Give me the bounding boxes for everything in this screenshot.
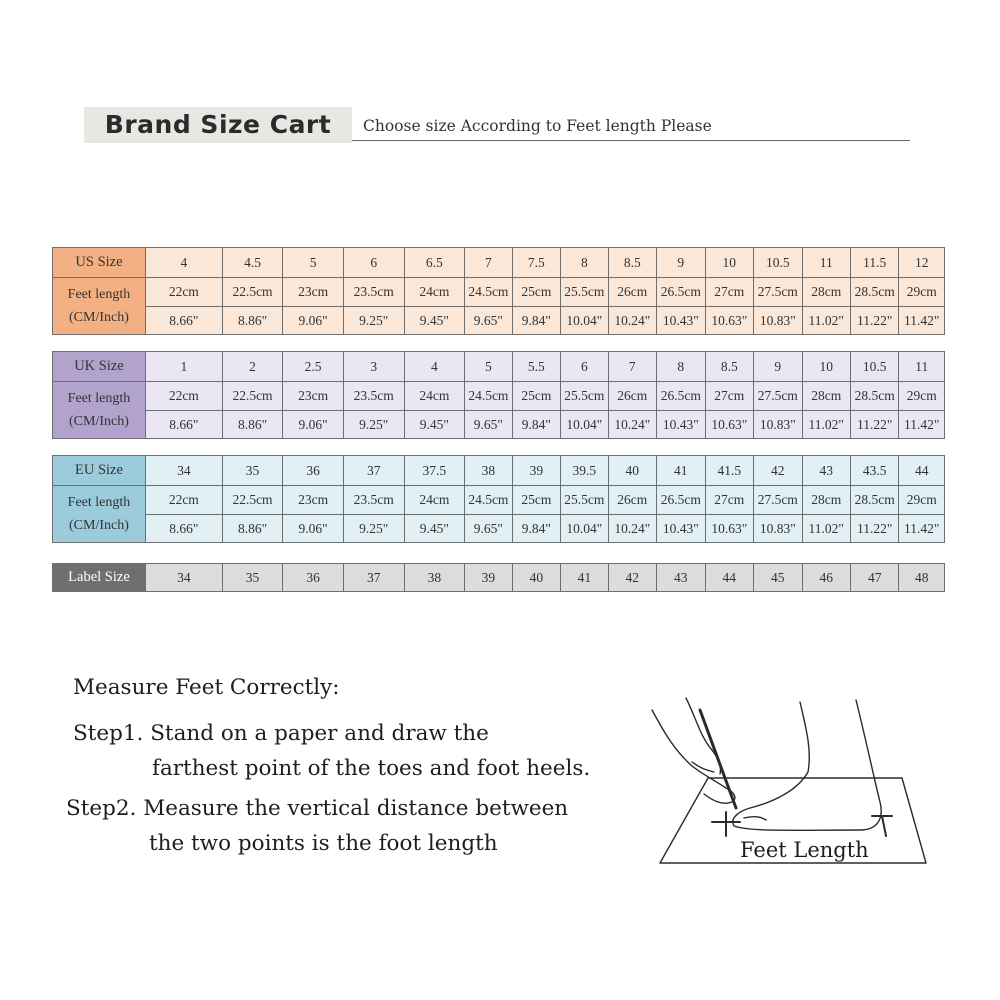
eu-sizes-cell: 39	[512, 456, 560, 486]
uk-inch-cell: 11.02"	[802, 411, 850, 439]
header	[84, 105, 910, 145]
uk-inch-row	[53, 411, 945, 439]
eu-size-label: EU Size	[53, 456, 146, 486]
us-cm-cell: 23cm	[283, 278, 344, 307]
step2-line2: the two points is the foot length	[149, 831, 498, 856]
uk-sizes-cell: 11	[899, 352, 945, 382]
us-sizes-cell: 5	[283, 248, 344, 278]
eu-cm-cell: 24.5cm	[465, 486, 512, 515]
eu-cm-cell: 27cm	[705, 486, 753, 515]
us-inch-cell: 9.45"	[404, 307, 465, 335]
uk-feet-length-label	[53, 382, 146, 439]
label-size-table	[52, 563, 945, 592]
cm-inch-text: (CM/Inch)	[69, 310, 129, 325]
us-cm-cell: 25cm	[512, 278, 560, 307]
eu-inch-row	[53, 515, 945, 543]
uk-cm-cell: 27cm	[705, 382, 753, 411]
us-inch-cell: 9.84"	[512, 307, 560, 335]
uk-sizes-cell: 9	[754, 352, 802, 382]
uk-cm-cell: 25.5cm	[561, 382, 608, 411]
uk-inch-cell: 9.84"	[512, 411, 560, 439]
uk-sizes-cell: 3	[343, 352, 404, 382]
eu-sizes-cell: 43.5	[850, 456, 898, 486]
uk-size-row	[53, 352, 945, 382]
uk-cm-cell: 26.5cm	[657, 382, 705, 411]
feet-length-text: Feet length	[67, 287, 131, 302]
eu-sizes-cell: 44	[899, 456, 945, 486]
label-sizes-cell: 34	[145, 564, 222, 592]
eu-inch-cell: 9.06"	[283, 515, 344, 543]
foot-outline	[733, 700, 881, 830]
eu-inch-cell: 8.86"	[222, 515, 283, 543]
eu-inch-cell: 10.04"	[561, 515, 608, 543]
uk-inch-cell: 9.65"	[465, 411, 512, 439]
us-inch-cell: 10.43"	[657, 307, 705, 335]
uk-cm-cell: 23.5cm	[343, 382, 404, 411]
eu-sizes-cell: 40	[608, 456, 656, 486]
us-inch-cell: 8.66"	[145, 307, 222, 335]
us-inch-cell: 10.63"	[705, 307, 753, 335]
uk-cm-cell: 23cm	[283, 382, 344, 411]
uk-inch-cell: 9.45"	[404, 411, 465, 439]
label-size-row	[53, 564, 945, 592]
us-inch-cell: 11.42"	[899, 307, 945, 335]
uk-size-table	[52, 351, 945, 439]
label-sizes-cell: 42	[608, 564, 656, 592]
uk-inch-cell: 10.83"	[754, 411, 802, 439]
uk-sizes-cell: 4	[404, 352, 465, 382]
eu-sizes-cell: 41	[657, 456, 705, 486]
us-inch-cell: 8.86"	[222, 307, 283, 335]
uk-sizes-cell: 8	[657, 352, 705, 382]
uk-sizes-cell: 7	[608, 352, 656, 382]
step2-line1: Step2. Measure the vertical distance between	[66, 796, 569, 821]
eu-size-row	[53, 456, 945, 486]
eu-sizes-cell: 38	[465, 456, 512, 486]
uk-inch-cell: 9.25"	[343, 411, 404, 439]
eu-cm-cell: 23.5cm	[343, 486, 404, 515]
eu-cm-cell: 26.5cm	[657, 486, 705, 515]
uk-sizes-cell: 2	[222, 352, 283, 382]
us-sizes-cell: 6.5	[404, 248, 465, 278]
uk-sizes-cell: 8.5	[705, 352, 753, 382]
uk-sizes-cell: 6	[561, 352, 608, 382]
pencil-shape	[700, 710, 736, 808]
uk-inch-cell: 8.86"	[222, 411, 283, 439]
uk-inch-cell: 10.43"	[657, 411, 705, 439]
eu-cm-cell: 27.5cm	[754, 486, 802, 515]
us-size-label: US Size	[53, 248, 146, 278]
label-size-label: Label Size	[53, 564, 146, 592]
eu-cm-cell: 22cm	[145, 486, 222, 515]
label-sizes-cell: 46	[802, 564, 850, 592]
eu-cm-row	[53, 486, 945, 515]
uk-sizes-cell: 5.5	[512, 352, 560, 382]
uk-inch-cell: 8.66"	[145, 411, 222, 439]
us-cm-cell: 22cm	[145, 278, 222, 307]
us-inch-cell: 10.24"	[608, 307, 656, 335]
us-sizes-cell: 11	[802, 248, 850, 278]
uk-inch-cell: 10.24"	[608, 411, 656, 439]
eu-cm-cell: 26cm	[608, 486, 656, 515]
label-sizes-cell: 35	[222, 564, 283, 592]
step1-line2: farthest point of the toes and foot heels.	[152, 756, 591, 781]
label-sizes-cell: 36	[283, 564, 344, 592]
eu-inch-cell: 11.22"	[850, 515, 898, 543]
us-inch-cell: 9.06"	[283, 307, 344, 335]
label-sizes-cell: 45	[754, 564, 802, 592]
uk-inch-cell: 11.42"	[899, 411, 945, 439]
us-cm-cell: 22.5cm	[222, 278, 283, 307]
uk-inch-cell: 11.22"	[850, 411, 898, 439]
uk-cm-cell: 24.5cm	[465, 382, 512, 411]
us-inch-cell: 9.25"	[343, 307, 404, 335]
us-inch-cell: 10.83"	[754, 307, 802, 335]
us-sizes-cell: 6	[343, 248, 404, 278]
us-sizes-cell: 4	[145, 248, 222, 278]
eu-inch-cell: 10.63"	[705, 515, 753, 543]
us-sizes-cell: 10.5	[754, 248, 802, 278]
eu-sizes-cell: 34	[145, 456, 222, 486]
uk-sizes-cell: 2.5	[283, 352, 344, 382]
eu-inch-cell: 9.45"	[404, 515, 465, 543]
us-cm-cell: 27.5cm	[754, 278, 802, 307]
eu-size-table	[52, 455, 945, 543]
uk-cm-cell: 22cm	[145, 382, 222, 411]
eu-sizes-cell: 42	[754, 456, 802, 486]
eu-inch-cell: 9.84"	[512, 515, 560, 543]
eu-inch-cell: 11.02"	[802, 515, 850, 543]
eu-cm-cell: 29cm	[899, 486, 945, 515]
eu-inch-cell: 10.24"	[608, 515, 656, 543]
eu-inch-cell: 9.25"	[343, 515, 404, 543]
cm-inch-text: (CM/Inch)	[69, 414, 129, 429]
us-cm-row	[53, 278, 945, 307]
header-divider	[352, 140, 910, 141]
uk-cm-row	[53, 382, 945, 411]
label-sizes-cell: 43	[657, 564, 705, 592]
eu-sizes-cell: 43	[802, 456, 850, 486]
eu-inch-cell: 10.83"	[754, 515, 802, 543]
eu-inch-cell: 9.65"	[465, 515, 512, 543]
eu-sizes-cell: 41.5	[705, 456, 753, 486]
us-cm-cell: 26.5cm	[657, 278, 705, 307]
us-sizes-cell: 12	[899, 248, 945, 278]
instructions-heading: Measure Feet Correctly:	[73, 675, 340, 700]
subtitle: Choose size According to Feet length Please	[363, 117, 712, 135]
label-sizes-cell: 37	[343, 564, 404, 592]
us-cm-cell: 28.5cm	[850, 278, 898, 307]
eu-cm-cell: 25cm	[512, 486, 560, 515]
label-sizes-cell: 40	[512, 564, 560, 592]
us-sizes-cell: 7	[465, 248, 512, 278]
uk-inch-cell: 10.04"	[561, 411, 608, 439]
us-cm-cell: 23.5cm	[343, 278, 404, 307]
uk-cm-cell: 27.5cm	[754, 382, 802, 411]
eu-cm-cell: 28cm	[802, 486, 850, 515]
uk-sizes-cell: 5	[465, 352, 512, 382]
eu-sizes-cell: 36	[283, 456, 344, 486]
label-sizes-cell: 41	[561, 564, 608, 592]
feet-length-text: Feet length	[67, 391, 131, 406]
us-sizes-cell: 8.5	[608, 248, 656, 278]
eu-inch-cell: 10.43"	[657, 515, 705, 543]
us-sizes-cell: 7.5	[512, 248, 560, 278]
eu-cm-cell: 23cm	[283, 486, 344, 515]
label-sizes-cell: 44	[705, 564, 753, 592]
us-cm-cell: 25.5cm	[561, 278, 608, 307]
label-sizes-cell: 48	[899, 564, 945, 592]
eu-sizes-cell: 37.5	[404, 456, 465, 486]
eu-cm-cell: 25.5cm	[561, 486, 608, 515]
eu-inch-cell: 8.66"	[145, 515, 222, 543]
uk-cm-cell: 28cm	[802, 382, 850, 411]
eu-cm-cell: 22.5cm	[222, 486, 283, 515]
uk-inch-cell: 10.63"	[705, 411, 753, 439]
uk-cm-cell: 28.5cm	[850, 382, 898, 411]
us-size-row	[53, 248, 945, 278]
us-cm-cell: 26cm	[608, 278, 656, 307]
eu-feet-length-label	[53, 486, 146, 543]
us-inch-cell: 9.65"	[465, 307, 512, 335]
uk-cm-cell: 22.5cm	[222, 382, 283, 411]
us-cm-cell: 28cm	[802, 278, 850, 307]
eu-sizes-cell: 37	[343, 456, 404, 486]
uk-cm-cell: 29cm	[899, 382, 945, 411]
brand-title: Brand Size Cart	[84, 107, 352, 143]
uk-size-label: UK Size	[53, 352, 146, 382]
label-sizes-cell: 39	[465, 564, 512, 592]
us-feet-length-label	[53, 278, 146, 335]
us-sizes-cell: 4.5	[222, 248, 283, 278]
cm-inch-text: (CM/Inch)	[69, 518, 129, 533]
uk-cm-cell: 26cm	[608, 382, 656, 411]
us-sizes-cell: 11.5	[850, 248, 898, 278]
uk-inch-cell: 9.06"	[283, 411, 344, 439]
label-sizes-cell: 47	[850, 564, 898, 592]
eu-cm-cell: 28.5cm	[850, 486, 898, 515]
eu-inch-cell: 11.42"	[899, 515, 945, 543]
us-inch-cell: 11.02"	[802, 307, 850, 335]
feet-length-caption: Feet Length	[740, 838, 869, 862]
us-cm-cell: 24.5cm	[465, 278, 512, 307]
eu-sizes-cell: 39.5	[561, 456, 608, 486]
us-cm-cell: 27cm	[705, 278, 753, 307]
label-sizes-cell: 38	[404, 564, 465, 592]
feet-length-text: Feet length	[67, 495, 131, 510]
us-inch-cell: 11.22"	[850, 307, 898, 335]
us-inch-cell: 10.04"	[561, 307, 608, 335]
uk-cm-cell: 24cm	[404, 382, 465, 411]
uk-sizes-cell: 10.5	[850, 352, 898, 382]
us-sizes-cell: 8	[561, 248, 608, 278]
uk-sizes-cell: 10	[802, 352, 850, 382]
us-cm-cell: 29cm	[899, 278, 945, 307]
us-sizes-cell: 9	[657, 248, 705, 278]
eu-sizes-cell: 35	[222, 456, 283, 486]
us-size-table	[52, 247, 945, 335]
hand-outline	[652, 710, 735, 803]
uk-sizes-cell: 1	[145, 352, 222, 382]
us-inch-row	[53, 307, 945, 335]
us-cm-cell: 24cm	[404, 278, 465, 307]
uk-cm-cell: 25cm	[512, 382, 560, 411]
us-sizes-cell: 10	[705, 248, 753, 278]
eu-cm-cell: 24cm	[404, 486, 465, 515]
step1-line1: Step1. Stand on a paper and draw the	[73, 721, 489, 746]
